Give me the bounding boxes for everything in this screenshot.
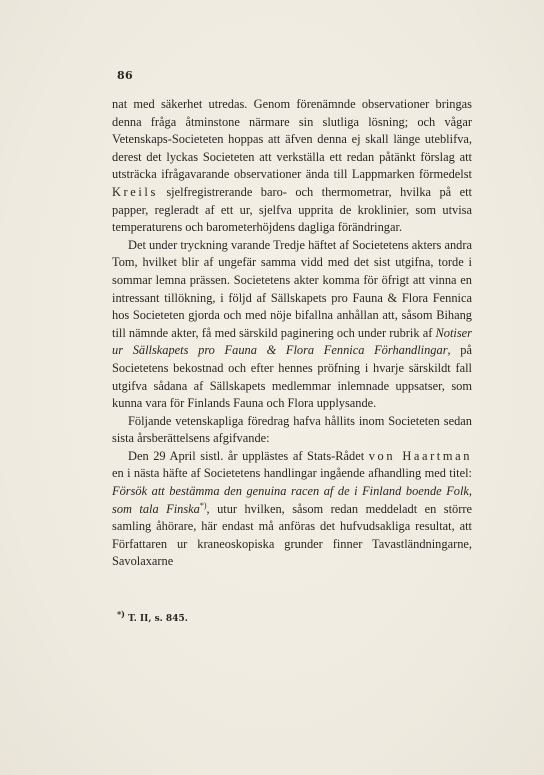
text-run: nat med säkerhet utredas. Genom förenämnde observationer bringas denna fråga åtminstone närmare sin slutliga lösning; och vågar Vetenskaps-Societeten hoppas att äfven denna ej skall länge uteblifva, derest det lyckas Societeten att verkställa ett redan påtänkt förslag att utsträcka ifrågavarande observationer ända till Lappmarken förmedelst	[112, 97, 472, 182]
spaced-name: von Haartman	[368, 448, 472, 463]
spaced-name: Kreils	[112, 184, 158, 199]
text-run: en i nästa häfte af Societetens handlingar ingående afhandling med titel:	[112, 466, 472, 481]
footnote-reference: *)	[199, 500, 207, 510]
page-number: 86	[117, 69, 133, 82]
body-text	[112, 96, 472, 571]
paragraph	[112, 413, 472, 448]
footnote-mark: *)	[117, 609, 125, 619]
footnote-text: T. II, s. 845.	[124, 614, 188, 624]
text-run: Följande vetenskapliga föredrag hafva hållits inom Societeten sedan sista årsberättelsens afgifvande:	[112, 413, 472, 446]
text-run: Det under tryckning varande Tredje häftet af Societetens akters andra Tom, hvilket blir af ungefär samma vidd med det sist utgifna, torde i sommar lemna prässen. Societetens akter komma för öfrigt att vinna en intressant tillökning, i följd af Sällskapets pro Fauna & Flora Fennica hos Societeten gjorda och med nöje bifallna anhållan att, såsom Bihang till nämnde akter, få med särskild paginering och under rubrik af	[112, 237, 472, 340]
paragraph	[112, 96, 472, 237]
italic-title: Notiser ur Sällskapets pro Fauna & Flora Fennica Förhandlingar	[112, 325, 472, 358]
footnote	[117, 609, 188, 624]
text-run: Den 29 April sistl. år upplästes af Stats-Rådet	[128, 448, 369, 463]
text-run: sjelfregistrerande baro- och thermometrar, hvilka på ett papper, regleradt af ett ur, sjelfva upprita de kroklinier, som utvisa temperaturens och barometerhöjdens dagliga förändringar.	[112, 184, 472, 235]
text-run: , utur hvilken, såsom redan meddeladt en större samling åhörare, här endast må anföras det hufvudsakliga resultat, att Författaren ur kraneoskopiska grunder finner Tavastländningarne, Savolaxarne	[112, 501, 472, 569]
paragraph	[112, 237, 472, 413]
paragraph	[112, 448, 472, 571]
text-run: , på Societetens bekostnad och efter hennes pröfning i hvarje särskildt fall utgifva sådana af Sällskapets medlemmar inlemnade uppsatser, som kunna vara för Finlands Fauna och Flora upplysande.	[112, 343, 473, 411]
italic-title: Försök att bestämma den genuina racen af de i Finland boende Folk, som tala Finska	[112, 484, 472, 516]
